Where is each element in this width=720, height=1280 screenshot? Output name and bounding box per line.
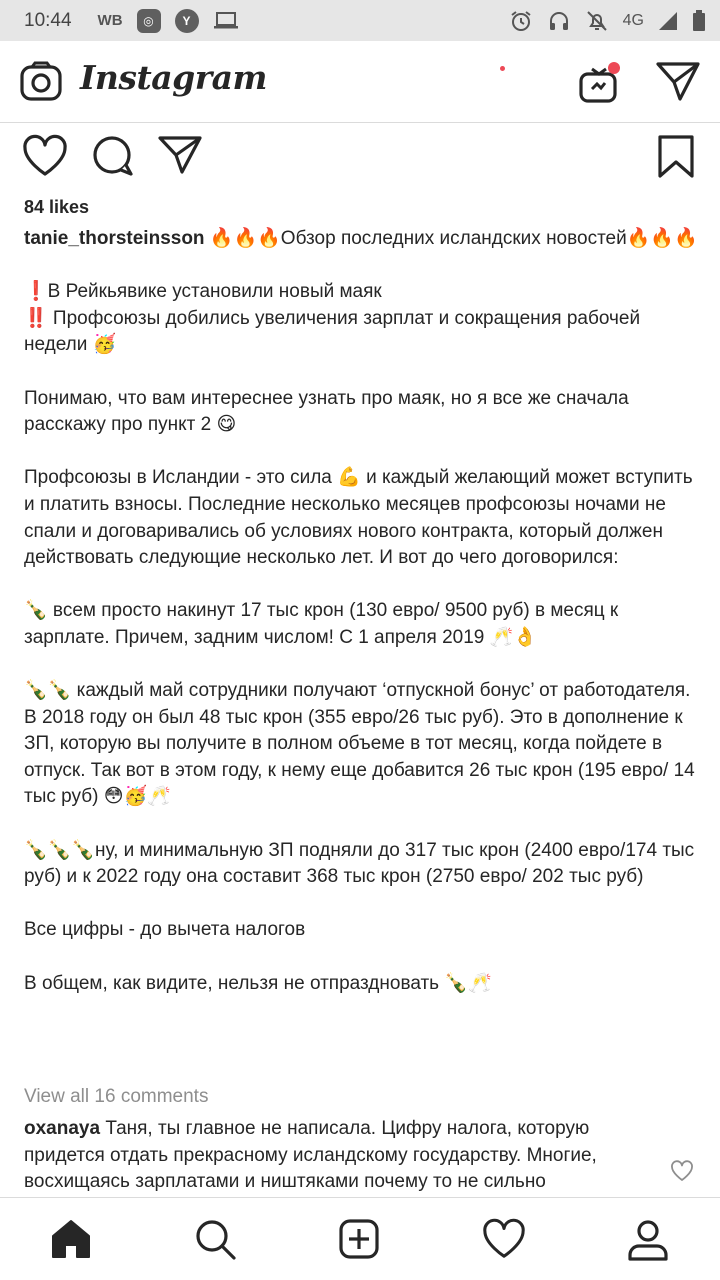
network-label: 4G <box>622 11 644 29</box>
activity-icon[interactable] <box>482 1218 526 1260</box>
caption-text: 🔥🔥🔥Обзор последних исландских новостей🔥🔥🔥 ❗️В Рейкьявике установили новый маяк ‼️ Профсоюзы добились увеличения зарплат и сокращения рабочей недели 🥳 Понимаю, что вам интереснее узнать про маяк, но я все же сначала расскажу про пункт 2 😋 Профсоюзы в Исландии - это сила 💪 и каждый желающий может вступить и платить взносы. Последние несколько месяцев профсоюзы ночами не спали и договаривались об условиях нового контракта, который должен действовать следующие несколько лет. И вот до чего договорился: 🍾 всем просто накинут 17 тыс крон (130 евро/ 9500 руб) в месяц к зарплате. Причем, задним числом! С 1 апреля 2019 🥂👌 🍾🍾 каждый май сотрудники получают ‘отпускной бонус’ от работодателя. В 2018 году он был 48 тыс крон (355 евро/26 тыс руб). Это в дополнение к ЗП, которую вы получите в полном объеме в тот месяц, когда пойдете в отпуск. Так вот в этом году, к нему еще добавится 26 тыс крон (195 евро/ 14 тыс руб) 😳🥳🥂 🍾🍾🍾ну, и минимальную ЗП подняли до 317 тыс крон (2400 евро/174 тыс руб) и к 2022 году она составит 368 тыс крон (2750 евро/ 202 тыс руб) Все цифры - до вычета налогов В общем, как видите, нельзя не отпраздновать 🍾🥂 <box>24 228 698 994</box>
igtv-icon[interactable] <box>578 59 624 105</box>
post-caption <box>24 226 704 997</box>
app-header <box>0 41 720 123</box>
instagram-logo: Instagram <box>80 58 267 97</box>
signal-icon <box>658 11 678 31</box>
likes-count[interactable]: 84 likes <box>24 197 90 217</box>
carrier-label: WB <box>97 12 123 29</box>
share-icon[interactable] <box>158 134 202 174</box>
caption-username[interactable]: tanie_thorsteinsson <box>24 228 205 249</box>
new-post-icon[interactable] <box>338 1218 380 1260</box>
search-icon[interactable] <box>194 1218 238 1262</box>
status-left-icons <box>72 9 239 33</box>
profile-icon[interactable] <box>626 1218 670 1262</box>
battery-icon <box>692 10 706 32</box>
save-bookmark-icon[interactable] <box>656 134 696 180</box>
activity-notification-dot <box>500 66 505 71</box>
post-actions <box>0 134 720 184</box>
home-icon[interactable] <box>50 1218 92 1260</box>
alarm-icon <box>509 9 533 33</box>
comment-like-icon[interactable] <box>670 1160 694 1182</box>
camera-icon[interactable] <box>20 61 62 101</box>
mute-icon <box>585 9 609 33</box>
app-badge-icon: ◎ <box>137 9 161 33</box>
status-right-icons <box>509 9 706 33</box>
comment-text: Таня, ты главное не написала. Цифру налога, которую придется отдать прекрасному исландскому государству. Многие, восхищаясь зарплатами и ништяками почему то не сильно <box>24 1118 597 1193</box>
status-time: 10:44 <box>24 9 72 31</box>
yandex-icon: Y <box>175 9 199 33</box>
direct-message-icon[interactable] <box>656 61 700 101</box>
like-heart-icon[interactable] <box>22 134 68 178</box>
status-bar <box>0 0 720 41</box>
laptop-icon <box>213 11 239 31</box>
headset-icon <box>547 9 571 33</box>
view-all-comments-link[interactable]: View all 16 comments <box>24 1086 209 1107</box>
comment-item <box>24 1116 664 1196</box>
comment-username[interactable]: oxanaya <box>24 1118 101 1139</box>
comment-icon[interactable] <box>90 134 136 178</box>
bottom-navigation <box>0 1197 720 1280</box>
